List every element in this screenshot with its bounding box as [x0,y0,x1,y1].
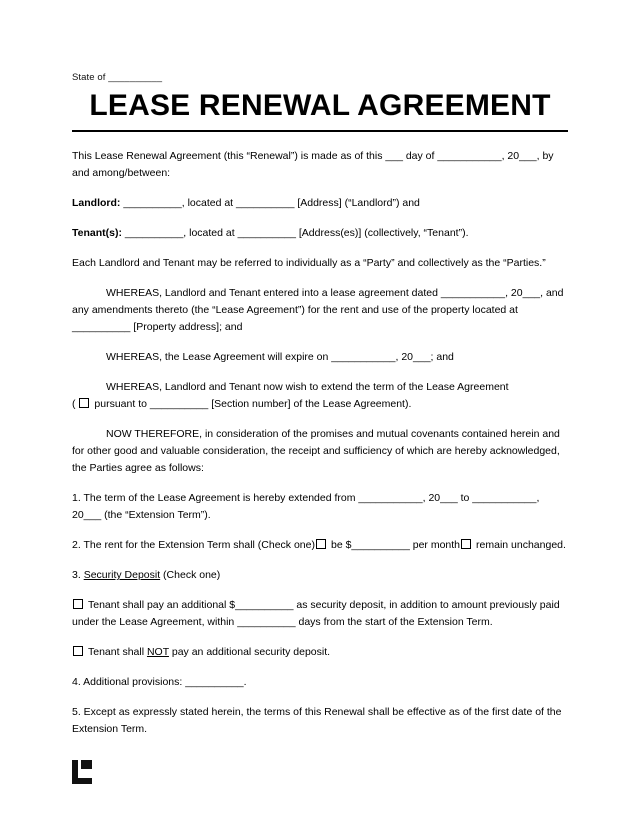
whereas-3-paragraph [72,379,568,413]
page-title: LEASE RENEWAL AGREEMENT [89,89,551,122]
landlord-paragraph [72,195,568,212]
clause-1-paragraph: 1. The term of the Lease Agreement is hereby extended from ___________, 20___ to ___________, 20___ (the “Extension Term”). [72,492,540,521]
clause-5-paragraph: 5. Except as expressly stated herein, the terms of this Renewal shall be effective as of the first date of the Extension Term. [72,706,562,735]
title-divider [72,130,568,132]
clause-2-checkbox-amount[interactable] [316,539,326,549]
landlord-text: __________, located at __________ [Address] (“Landlord”) and [120,197,420,209]
whereas-1-paragraph: WHEREAS, Landlord and Tenant entered into a lease agreement dated ___________, 20___, and any amendments thereto (the “Lease Agreement”) for the rent and use of the property located at __________ [Property address]; and [72,287,564,333]
legal-templates-logo-icon [72,760,92,784]
clause-3-checkbox-none[interactable] [73,646,83,656]
clause-3-checkbox-additional[interactable] [73,599,83,609]
whereas-3-text: WHEREAS, Landlord and Tenant now wish to extend the term of the Lease Agreement [106,381,509,393]
whereas-3-continuation: pursuant to __________ [Section number] of the Lease Agreement). [94,398,412,410]
clause-3-option-2-pre: Tenant shall [88,646,147,658]
clause-4-paragraph: 4. Additional provisions: __________. [72,676,247,688]
clause-3-title: Security Deposit [83,569,161,581]
clause-3-option-2-not: NOT [146,646,169,658]
tenant-paragraph [72,225,568,242]
whereas-3-checkbox[interactable] [79,398,89,408]
clause-3-heading [72,567,568,584]
clause-3-number: 3. [72,569,84,581]
intro-paragraph: This Lease Renewal Agreement (this “Renewal”) is made as of this ___ day of ___________, 20___, by and among/between: [72,150,554,179]
state-line: State of __________ [72,72,163,83]
whereas-3-paren-open: ( [72,398,79,410]
clause-3-rest: (Check one) [160,569,221,581]
tenant-label: Tenant(s): [72,227,122,239]
clause-3-option-1-text: Tenant shall pay an additional $__________ as security deposit, in addition to amount previously paid under the Lease Agreement, within __________ days from the start of the Extension Term. [72,599,560,628]
clause-3-option-2 [72,644,568,661]
clause-3-option-1 [72,597,568,631]
whereas-2-paragraph: WHEREAS, the Lease Agreement will expire on ___________, 20___; and [106,351,454,363]
clause-2-paragraph [72,537,568,554]
landlord-label: Landlord: [72,197,121,209]
clause-3-option-2-post: pay an additional security deposit. [168,646,331,658]
clause-2-text-a: 2. The rent for the Extension Term shall (Check one) [72,539,315,551]
clause-2-text-c: remain unchanged. [476,539,566,551]
tenant-text: __________, located at __________ [Address(es)] (collectively, “Tenant”). [121,227,469,239]
clause-2-text-b: be $__________ per month [330,539,461,551]
now-therefore-paragraph: NOW THEREFORE, in consideration of the promises and mutual covenants contained herein and for other good and valuable consideration, the receipt and sufficiency of which are hereby acknowledged, the Parties agree as follows: [72,428,560,474]
parties-paragraph: Each Landlord and Tenant may be referred to individually as a “Party” and collectively as the “Parties.” [72,257,546,269]
clause-2-checkbox-unchanged[interactable] [461,539,471,549]
